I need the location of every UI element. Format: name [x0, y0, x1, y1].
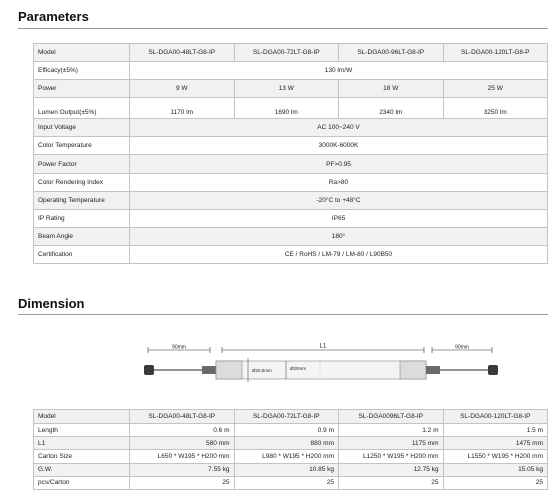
- table-row: [34, 209, 548, 227]
- right-cable-dimension: [432, 345, 492, 354]
- row-label: Carton Size: [34, 450, 130, 463]
- row-value: -20°C to +48°C: [130, 191, 548, 209]
- table-row: [34, 155, 548, 173]
- table-row: [34, 191, 548, 209]
- row-value: 9 W: [130, 80, 235, 98]
- row-value: 130 lm/W: [130, 62, 548, 80]
- row-value: 1170 lm: [130, 98, 235, 119]
- row-value: 0.9 m: [234, 424, 339, 437]
- row-label: Beam Angle: [34, 227, 130, 245]
- header-cell: Model: [34, 44, 130, 62]
- parameters-table: [33, 43, 548, 264]
- parameters-divider: [18, 28, 548, 29]
- row-value: IP65: [130, 209, 548, 227]
- header-cell: SL-DGA00-48LT-G8-IP: [130, 410, 235, 424]
- row-value: 25: [443, 476, 548, 489]
- table-header-row: [34, 410, 548, 424]
- row-value: 180°: [130, 227, 548, 245]
- row-value: Ra>80: [130, 173, 548, 191]
- row-value: 880 mm: [234, 437, 339, 450]
- row-value: 25: [130, 476, 235, 489]
- row-label: Lumen Output(±5%): [34, 98, 130, 119]
- row-value: 7.55 kg: [130, 463, 235, 476]
- header-cell: SL-DGA00-96LT-G8-IP: [339, 44, 444, 62]
- table-row: [34, 227, 548, 245]
- cable-right-label: 90mm: [455, 344, 469, 351]
- header-cell: SL-DGA00-48LT-G8-IP: [130, 44, 235, 62]
- row-value: 2340 lm: [339, 98, 444, 119]
- table-header-row: [34, 44, 548, 62]
- row-label: Power Factor: [34, 155, 130, 173]
- row-value: 1.5 m: [443, 424, 548, 437]
- row-value: 13 W: [234, 80, 339, 98]
- table-row: [34, 424, 548, 437]
- table-row: [34, 137, 548, 155]
- table-row: [34, 476, 548, 489]
- header-cell: SL-DGA00-120LT-G8-IP: [443, 410, 548, 424]
- header-cell: Model: [34, 410, 130, 424]
- left-endcap: [216, 361, 242, 379]
- diameter-label: Ø20.5mm: [252, 368, 272, 373]
- row-value: 580 mm: [130, 437, 235, 450]
- row-label: Certification: [34, 245, 130, 263]
- right-endcap: [400, 361, 426, 379]
- row-value: PF>0.95: [130, 155, 548, 173]
- row-label: Input Voltage: [34, 119, 130, 137]
- row-value: 25: [339, 476, 444, 489]
- row-value: 1690 lm: [234, 98, 339, 119]
- row-value: 1475 mm: [443, 437, 548, 450]
- row-label: L1: [34, 437, 130, 450]
- row-value: 25: [234, 476, 339, 489]
- header-cell: SL-DGA00-72LT-G8-IP: [234, 410, 339, 424]
- row-label: IP Rating: [34, 209, 130, 227]
- row-label: G.W.: [34, 463, 130, 476]
- row-value: 1175 mm: [339, 437, 444, 450]
- table-row: [34, 437, 548, 450]
- table-row: [34, 98, 548, 119]
- row-value: 0.6 m: [130, 424, 235, 437]
- dimension-divider: [18, 314, 548, 315]
- left-connector: [144, 365, 154, 375]
- dimension-table: [33, 409, 548, 490]
- dimension-title: Dimension: [18, 296, 85, 311]
- row-label: Color Temperature: [34, 137, 130, 155]
- table-row: [34, 119, 548, 137]
- row-value: L1550 * W195 * H200 mm: [443, 450, 548, 463]
- table-row: [34, 62, 548, 80]
- row-label: Operating Temperature: [34, 191, 130, 209]
- row-label: pcs/Carton: [34, 476, 130, 489]
- row-value: 3250 lm: [443, 98, 548, 119]
- row-value: 3000K-6000K: [130, 137, 548, 155]
- tube-body: [216, 361, 426, 379]
- row-value: CE / RoHS / LM-79 / LM-80 / L90B50: [130, 245, 548, 263]
- height-label: Ø20mm: [290, 366, 307, 371]
- row-value: 1.2 m: [339, 424, 444, 437]
- right-connector: [488, 365, 498, 375]
- row-value: L1250 * W195 * H200 mm: [339, 450, 444, 463]
- tube-dimension-drawing: [140, 338, 550, 388]
- left-cable-dimension: [148, 345, 210, 354]
- left-endcap-plug: [202, 366, 216, 374]
- row-value: L650 * W195 * H200 mm: [130, 450, 235, 463]
- table-row: [34, 173, 548, 191]
- row-label: Power: [34, 80, 130, 98]
- row-value: AC 100~240 V: [130, 119, 548, 137]
- cable-left-label: 90mm: [172, 344, 186, 351]
- header-cell: SL-DGA0096LT-G8-IP: [339, 410, 444, 424]
- row-value: 12.75 kg: [339, 463, 444, 476]
- row-value: 10.85 kg: [234, 463, 339, 476]
- row-value: 25 W: [443, 80, 548, 98]
- l1-dimension: [222, 344, 424, 354]
- header-cell: SL-DGA00-72LT-G8-IP: [234, 44, 339, 62]
- row-label: Efficacy(±5%): [34, 62, 130, 80]
- l1-label: L1: [319, 343, 327, 350]
- row-value: L980 * W195 * H200 mm: [234, 450, 339, 463]
- row-label: Color Rendering Index: [34, 173, 130, 191]
- table-row: [34, 245, 548, 263]
- table-row: [34, 463, 548, 476]
- table-row: [34, 450, 548, 463]
- row-label: Length: [34, 424, 130, 437]
- right-endcap-plug: [426, 366, 440, 374]
- header-cell: SL-DGA00-120LT-G8-P: [443, 44, 548, 62]
- table-row: [34, 80, 548, 98]
- row-value: 15.05 kg: [443, 463, 548, 476]
- parameters-title: Parameters: [18, 9, 89, 24]
- row-value: 18 W: [339, 80, 444, 98]
